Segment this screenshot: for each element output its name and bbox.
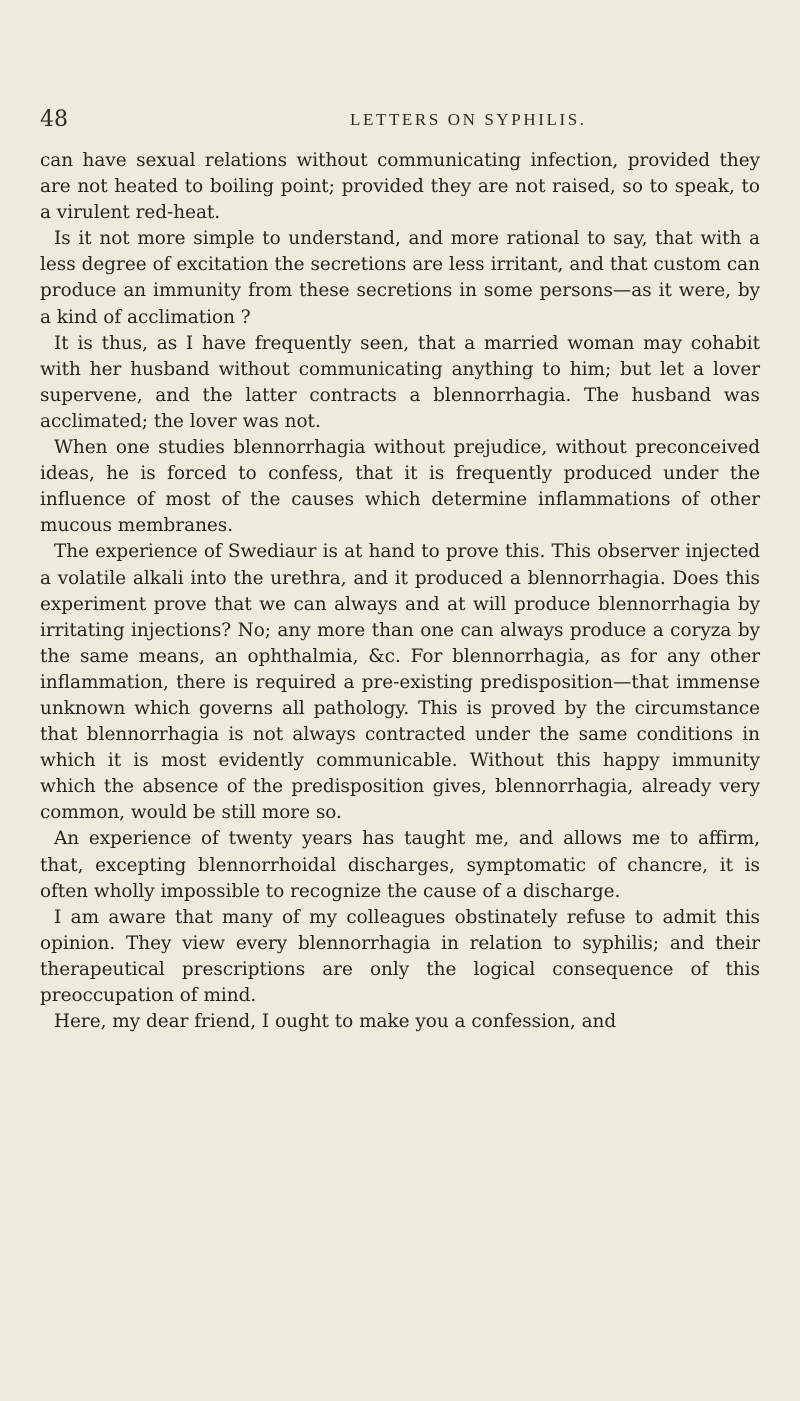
paragraph: I am aware that many of my colleagues obstinately refuse to admit this opinion. They view every blennorrhagia in relation to syphilis; and their therapeutical prescriptions are only the logical consequence of this preoccupation of mind. — [40, 906, 760, 1006]
body-text — [40, 148, 760, 1035]
running-head: LETTERS ON SYPHILIS. — [350, 110, 587, 129]
paragraph: When one studies blennorrhagia without prejudice, without preconceived ideas, he is forced to confess, that it is frequently produced under the influence of most of the causes which determine inflammations of other mucous membranes. — [40, 437, 760, 537]
paragraph: Is it not more simple to understand, and more rational to say, that with a less degree of excitation the secretions are less irritant, and that custom can produce an immunity from these secretions in some persons—as it were, by a kind of acclimation ? — [40, 228, 760, 328]
page-number: 48 — [40, 107, 68, 132]
paragraph: The experience of Swediaur is at hand to prove this. This observer injected a volatile alkali into the urethra, and it produced a blennorrhagia. Does this experiment prove that we can always and at will produce blennorrhagia by irritating injections? No; any more than one can always produce a coryza by the same means, an ophthalmia, &c. For blennorrhagia, as for any other inflammation, there is required a pre-existing predisposition—that immense unknown which governs all pathology. This is proved by the circumstance that blennorrhagia is not always contracted under the same conditions in which it is most evidently communicable. Without this happy immunity which the absence of the predisposition gives, blennorrhagia, already very common, would be still more so. — [40, 541, 760, 824]
paragraph: Here, my dear friend, I ought to make you a confession, and — [54, 1011, 617, 1033]
paragraph: An experience of twenty years has taught me, and allows me to affirm, that, excepting blennorrhoidal discharges, symptomatic of chancre, it is often wholly impossible to recognize the cause of a discharge. — [40, 828, 760, 902]
paragraph: It is thus, as I have frequently seen, that a married woman may cohabit with her husband without communicating anything to him; but let a lover supervene, and the latter contracts a blennorrhagia. The husband was acclimated; the lover was not. — [40, 332, 760, 432]
paragraph: can have sexual relations without communicating infection, provided they are not heated to boiling point; provided they are not raised, so to speak, to a virulent red-heat. — [40, 150, 760, 224]
page-header — [40, 105, 760, 135]
